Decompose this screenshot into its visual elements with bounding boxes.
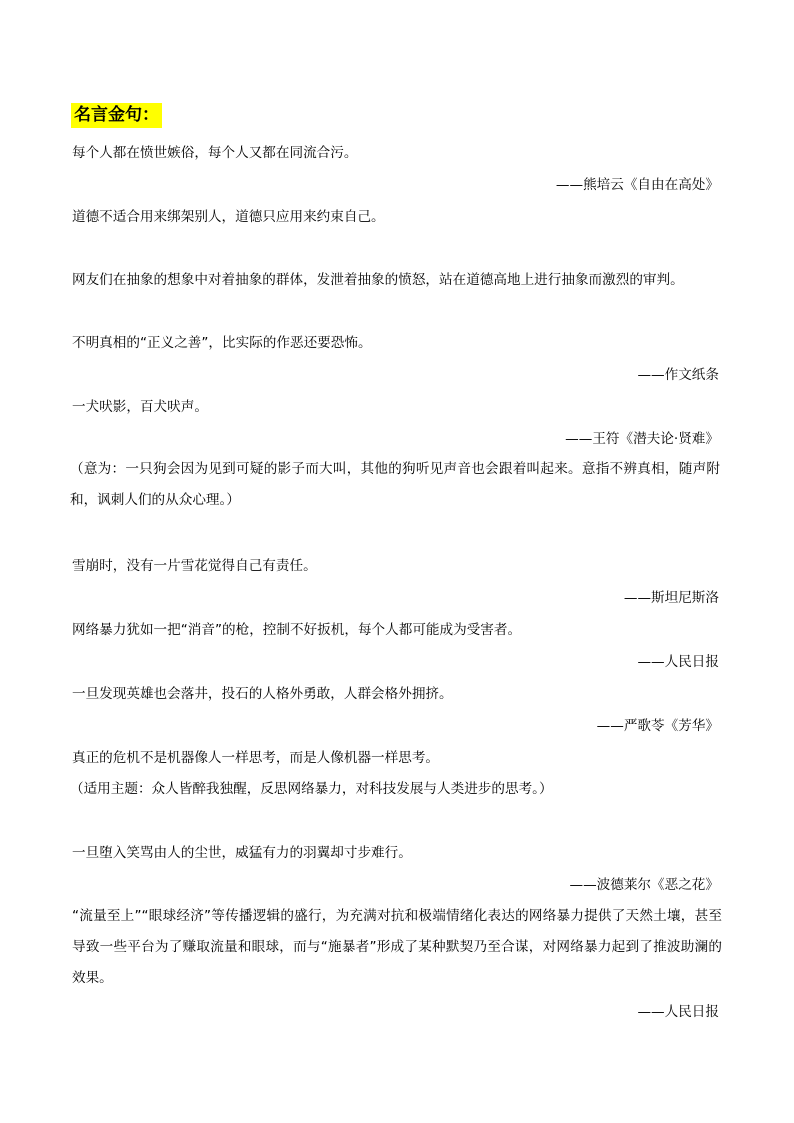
quote-text: 雪崩时，没有一片雪花觉得自己有责任。 — [72, 558, 317, 574]
section-title: 名言金句： — [71, 103, 162, 128]
quote-text: 网友们在抽象的想象中对着抽象的群体，发泄着抽象的愤怒，站在道德高地上进行抽象而激烈的审判。 — [72, 272, 684, 288]
quote-source: ——作文纸条 — [637, 367, 719, 383]
quote-source: ——王符《潜夫论·贤难》 — [565, 431, 719, 447]
quote-source: ——人民日报 — [637, 1004, 719, 1020]
quote-source: ——波德莱尔《恶之花》 — [569, 877, 719, 893]
quote-text: 不明真相的“正义之善”，比实际的作恶还要恐怖。 — [72, 335, 372, 351]
quote-source: ——严歌苓《芳华》 — [596, 718, 719, 734]
quote-text: 一犬吠影，百犬吠声。 — [72, 399, 208, 415]
quote-source: ——人民日报 — [637, 654, 719, 670]
quote-text: 一旦发现英雄也会落井，投石的人格外勇敢，人群会格外拥挤。 — [72, 686, 453, 702]
quote-note: （适用主题：众人皆醉我独醒，反思网络暴力，对科技发展与人类进步的思考。） — [70, 781, 553, 797]
quote-source: ——熊培云《自由在高处》 — [555, 177, 719, 193]
quote-text: “流量至上”“眼球经济”等传播逻辑的盛行，为充满对抗和极端情绪化表达的网络暴力提供了天然土壤，甚至导致一些平台为了赚取流量和眼球，而与“施暴者”形成了某种默契乃至合谋，对网络暴力起到了推波助澜的效果。 — [72, 908, 722, 986]
quote-note: （意为：一只狗会因为见到可疑的影子而大叫，其他的狗听见声音也会跟着叫起来。意指不辨真相，随声附和，讽刺人们的从众心理。） — [70, 461, 720, 508]
quote-text: 一旦堕入笑骂由人的尘世，威猛有力的羽翼却寸步难行。 — [72, 845, 412, 861]
quote-text: 道德不适合用来绑架别人，道德只应用来约束自己。 — [72, 209, 385, 225]
quote-text: 网络暴力犹如一把“消音”的枪，控制不好扳机，每个人都可能成为受害者。 — [72, 622, 522, 638]
quote-source: ——斯坦尼斯洛 — [623, 590, 719, 606]
quote-text: 每个人都在愤世嫉俗，每个人又都在同流合污。 — [72, 145, 358, 161]
quote-text: 真正的危机不是机器像人一样思考，而是人像机器一样思考。 — [72, 750, 440, 766]
